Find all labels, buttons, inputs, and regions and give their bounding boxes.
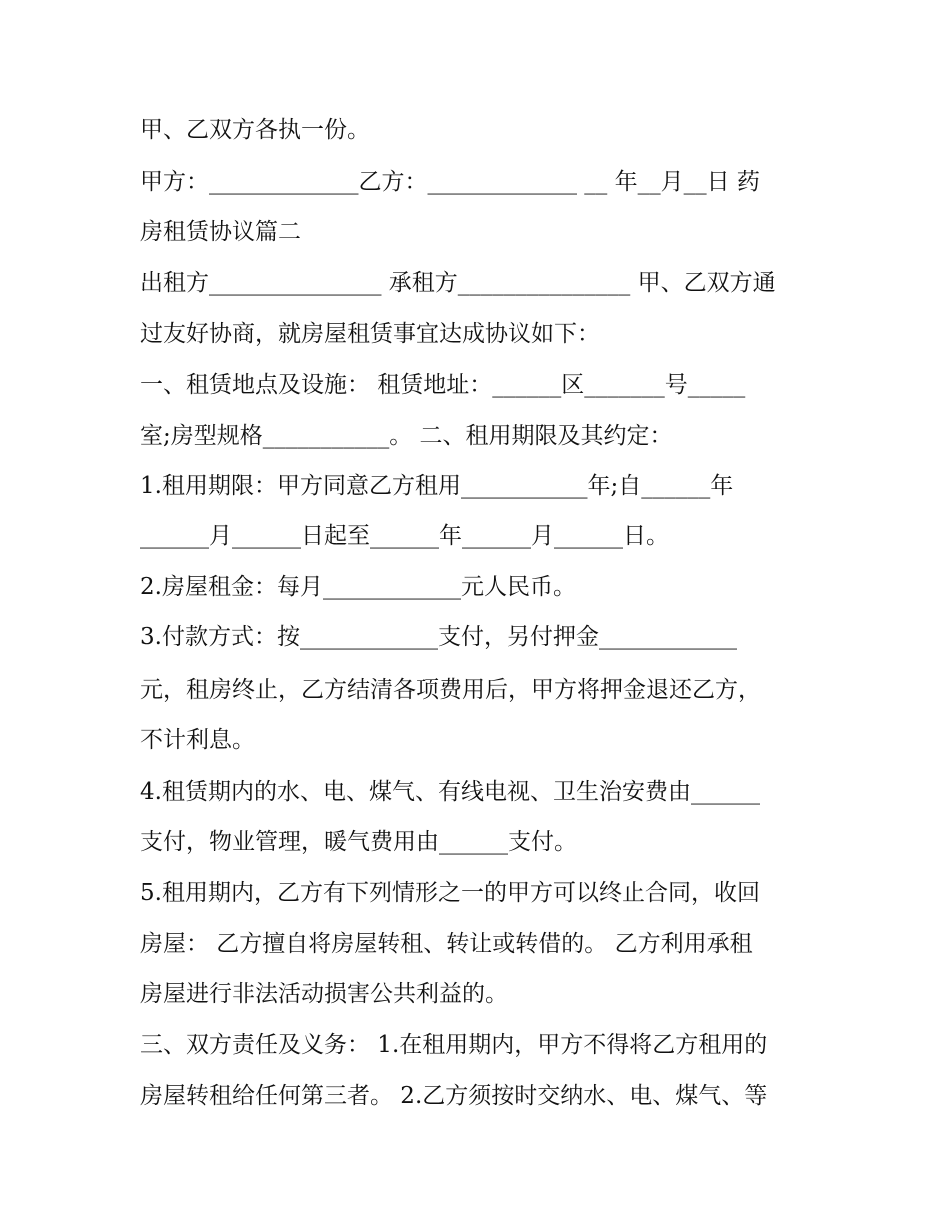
text-line-9: ______月______日起至______年______月______日。 bbox=[140, 523, 669, 549]
text-line-2: 甲方：_____________乙方：_____________ __ 年__月__日 药 bbox=[140, 169, 760, 195]
text-line-8: 1.租用期限：甲方同意乙方租用___________年;自______年 bbox=[140, 473, 734, 499]
text-line-13: 不计利息。 bbox=[140, 727, 255, 753]
text-line-17: 房屋： 乙方擅自将房屋转租、转让或转借的。 乙方利用承租 bbox=[140, 931, 753, 957]
text-line-18: 房屋进行非法活动损害公共利益的。 bbox=[140, 981, 508, 1007]
text-line-4: 出租方_______________ 承租方_______________ 甲、乙双方通 bbox=[140, 270, 776, 296]
text-line-15: 支付，物业管理，暖气费用由______支付。 bbox=[140, 829, 577, 855]
text-line-6: 一、租赁地点及设施： 租赁地址：______区_______号_____ bbox=[140, 372, 746, 398]
text-line-10: 2.房屋租金：每月____________元人民币。 bbox=[140, 574, 576, 600]
text-line-20: 房屋转租给任何第三者。 2.乙方须按时交纳水、电、煤气、等 bbox=[140, 1083, 768, 1109]
text-line-7: 室;房型规格___________。 二、租用期限及其约定： bbox=[140, 423, 673, 449]
text-line-5: 过友好协商，就房屋租赁事宜达成协议如下： bbox=[140, 321, 600, 347]
text-line-11: 3.付款方式：按____________支付，另付押金____________ bbox=[140, 624, 737, 650]
text-line-12: 元，租房终止，乙方结清各项费用后，甲方将押金退还乙方， bbox=[140, 677, 761, 703]
text-line-16: 5.租用期内，乙方有下列情形之一的甲方可以终止合同，收回 bbox=[140, 880, 760, 906]
text-line-1: 甲、乙双方各执一份。 bbox=[140, 117, 370, 143]
text-line-19: 三、双方责任及义务： 1.在租用期内，甲方不得将乙方租用的 bbox=[140, 1032, 768, 1058]
text-line-14: 4.租赁期内的水、电、煤气、有线电视、卫生治安费由______ bbox=[140, 779, 760, 805]
text-line-3: 房租赁协议篇二 bbox=[140, 219, 301, 245]
